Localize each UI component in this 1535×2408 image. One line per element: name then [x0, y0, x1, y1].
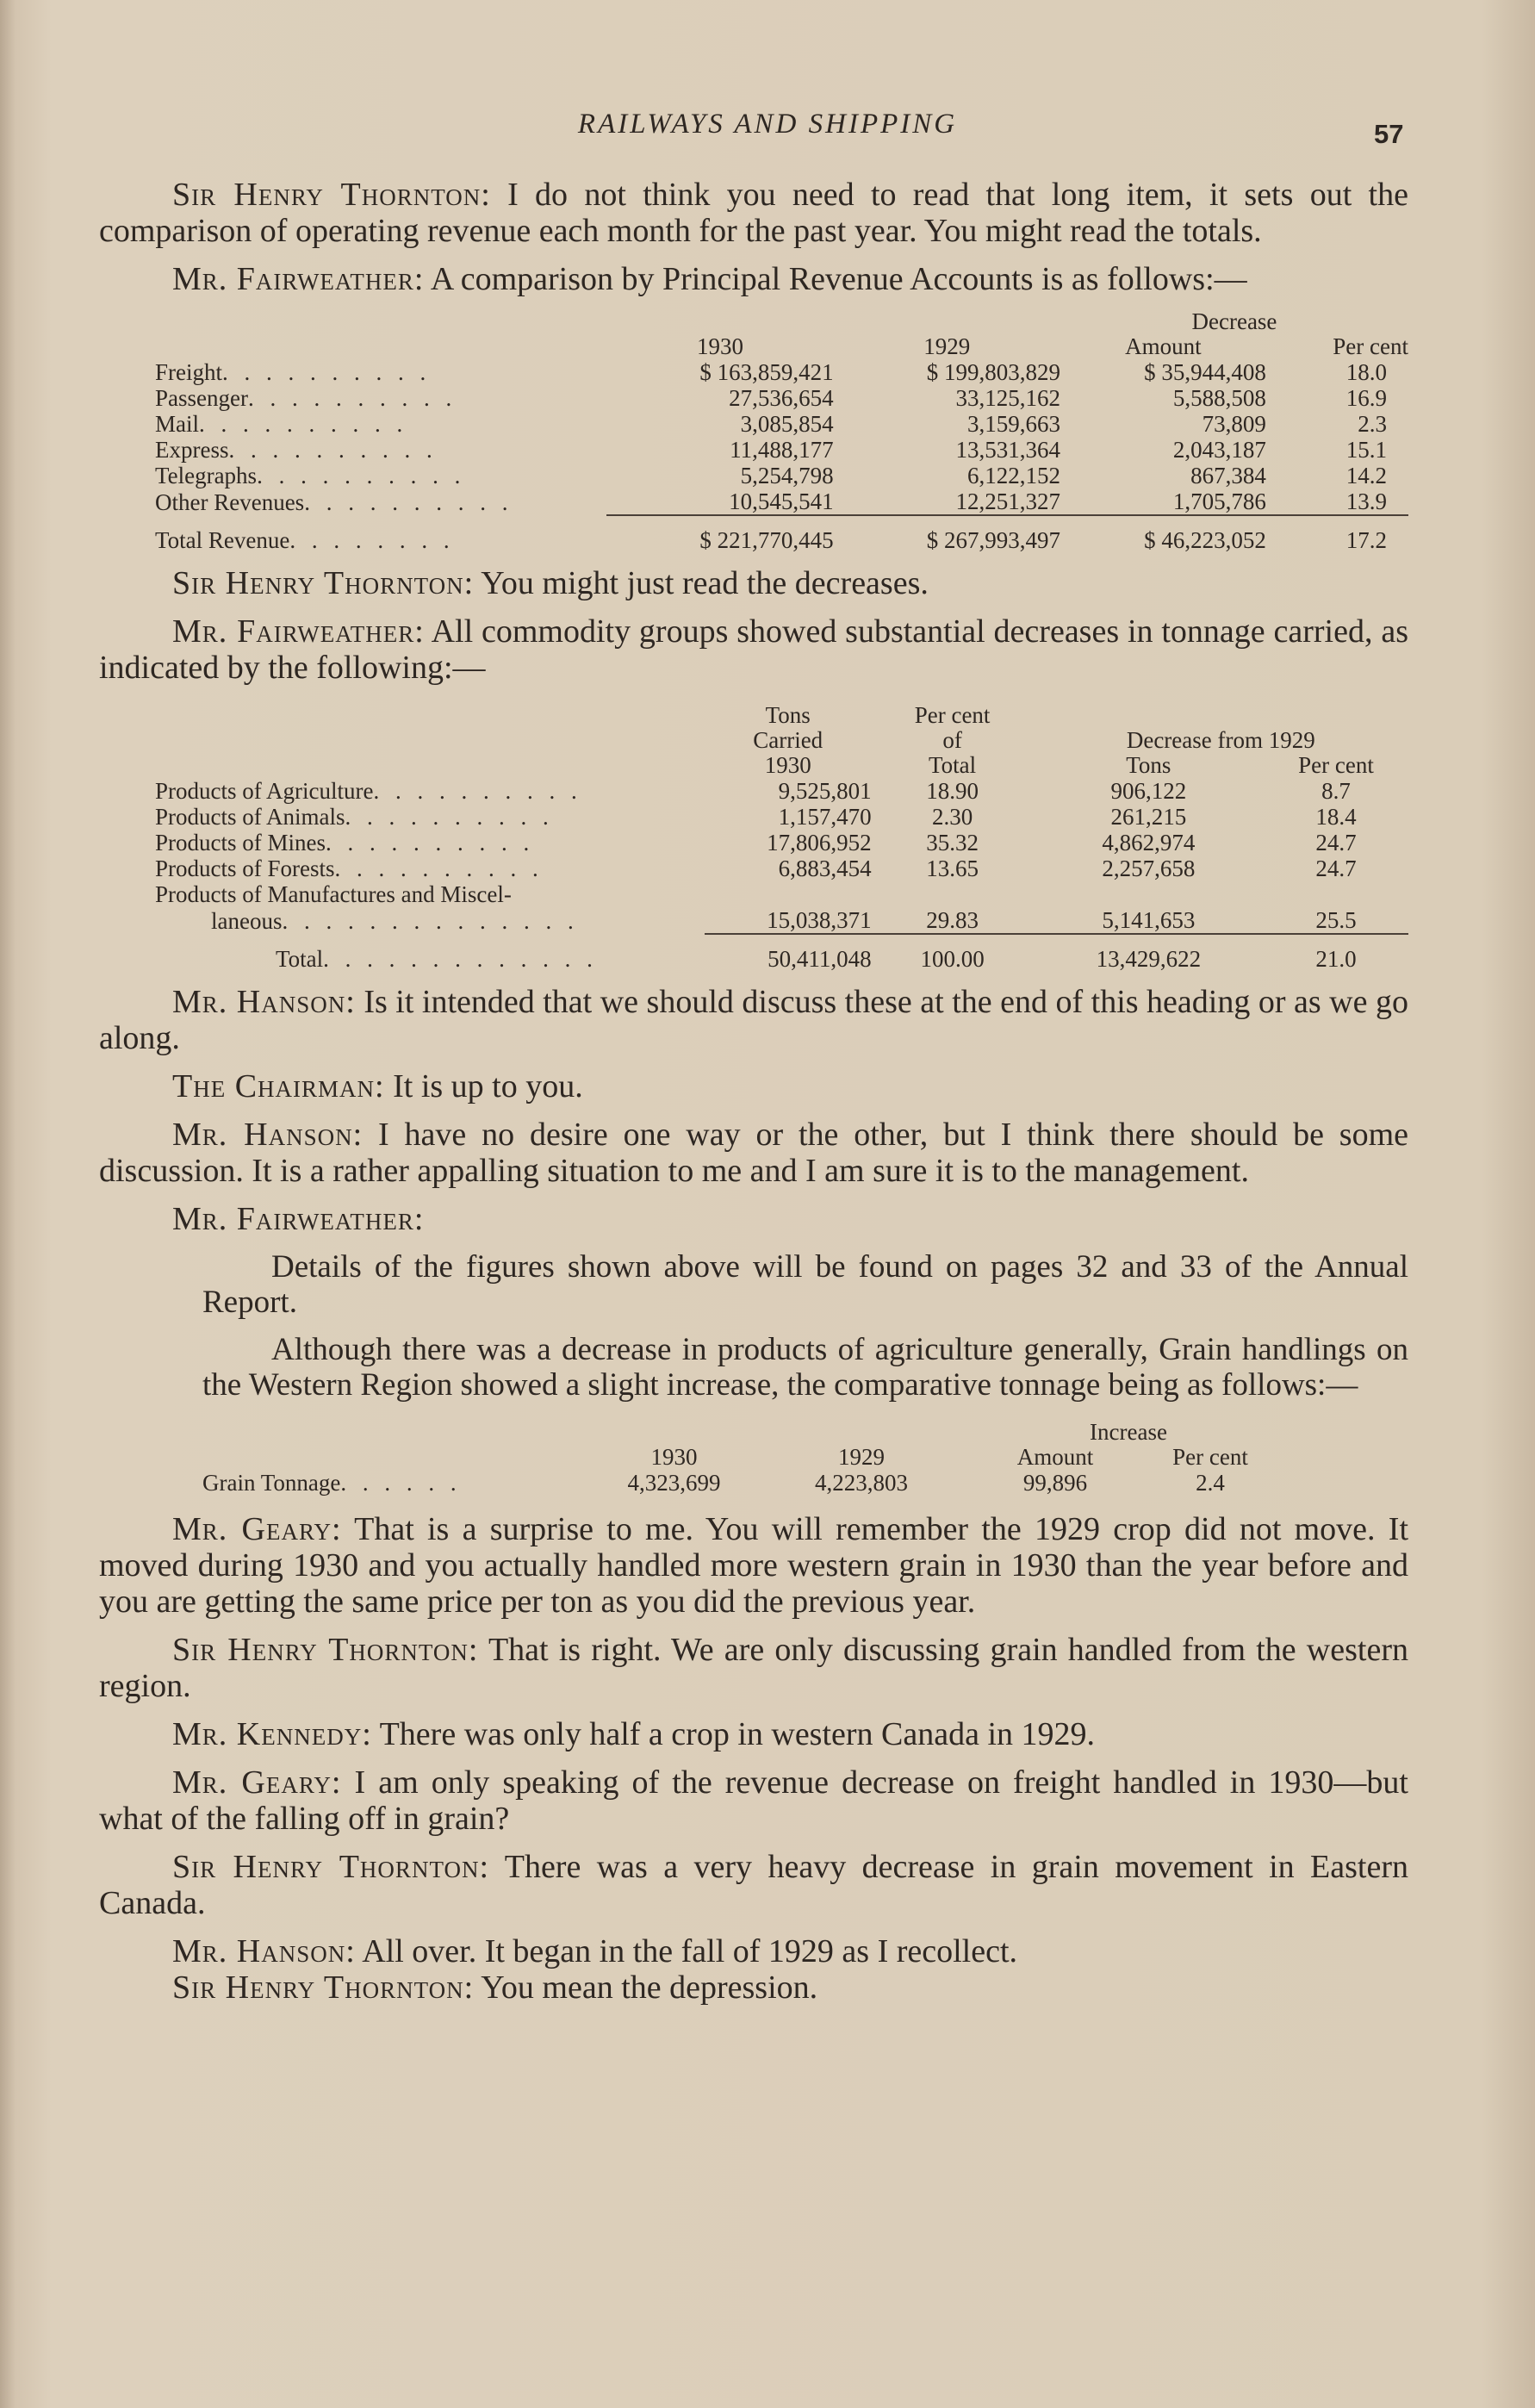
header-amount: Amount: [1016, 1444, 1094, 1470]
speech: You might just read the decreases.: [474, 565, 929, 601]
cell-amount: 99,896: [1022, 1470, 1088, 1496]
speech: I have no desire one way or the other, but I think there should be some discussion. It is a rather appalling situation to me and I am sure it is to the management.: [99, 1117, 1409, 1189]
cell-amount: 867,384: [1190, 463, 1266, 488]
cell-1930: 10,545,541: [729, 488, 834, 514]
table-row: Products of Forests. . . . . . . . . . 6,883,454 13.65 2,257,658 24.7: [155, 856, 1408, 881]
cell-dec-tons: 4,862,974: [1102, 830, 1196, 856]
cell-dec-tons: 5,141,653: [1102, 907, 1196, 933]
row-label: laneous: [211, 908, 283, 934]
row-label: Grain Tonnage: [202, 1470, 341, 1496]
speaker: Mr. Fairweather:: [172, 613, 425, 650]
speech: There was only half a crop in western Canada in 1929.: [371, 1716, 1096, 1752]
header-pct-total-1: Per cent: [914, 702, 991, 728]
row-label: Products of Manufactures and Miscel-: [155, 881, 512, 907]
header-1929: 1929: [923, 333, 971, 359]
speech: It is up to you.: [384, 1068, 583, 1104]
paragraph-2: [99, 261, 1408, 297]
speaker: Mr. Kennedy:: [172, 1716, 372, 1752]
row-label: Mail: [155, 411, 199, 437]
speech: Is it intended that we should discuss these at the end of this heading or as we go along.: [99, 984, 1408, 1056]
paragraph-11: [99, 1716, 1408, 1752]
paragraph-1: [99, 177, 1408, 249]
cell-1929: 4,223,803: [815, 1470, 908, 1496]
paragraph-15: [99, 1969, 1408, 2006]
cell-1929: 33,125,162: [955, 385, 1060, 411]
speaker: Mr. Geary:: [172, 1511, 342, 1547]
cell-dec-pct: 25.5: [1315, 907, 1357, 933]
cell-1929: $ 199,803,829: [926, 359, 1060, 385]
cell-dec-pct: 24.7: [1315, 856, 1357, 881]
paragraph-12: [99, 1764, 1408, 1837]
cell-percent: 14.2: [1345, 463, 1387, 488]
table-row: [155, 881, 1408, 907]
paragraph-8: [99, 1201, 1408, 1237]
header-percent: Per cent: [1298, 752, 1374, 778]
paragraph-9: [99, 1511, 1408, 1620]
paragraph-5: [99, 984, 1408, 1056]
cell-1930: 5,254,798: [740, 463, 834, 488]
row-label: Other Revenues: [155, 489, 305, 515]
row-label: Telegraphs: [155, 463, 258, 488]
header-tons-carried-1: Tons: [765, 702, 811, 728]
speaker: Sir Henry Thornton:: [172, 1969, 475, 2006]
speech: All commodity groups showed substantial decreases in tonnage carried, as indicated by the following:—: [99, 613, 1408, 686]
table-row: Other Revenues. . . . . . . . . . 10,545,541 12,251,327 1,705,786 13.9: [155, 488, 1408, 515]
cell-tons: 17,806,952: [767, 830, 872, 856]
total-row: Total. . . . . . . . . . . . . 50,411,048 100.00 13,429,622 21.0: [155, 946, 1408, 972]
speaker: Mr. Hanson:: [172, 1933, 356, 1969]
speech: All over. It began in the fall of 1929 as I recollect.: [355, 1933, 1018, 1969]
speaker: Sir Henry Thornton:: [172, 1632, 479, 1668]
paragraph-13: [99, 1849, 1408, 1921]
table-row: Express. . . . . . . . . . 11,488,177 13,531,364 2,043,187 15.1: [155, 437, 1408, 463]
paragraph-3: [99, 565, 1408, 601]
paragraph-10: [99, 1632, 1408, 1704]
header-tons-carried-2: Carried: [753, 727, 823, 753]
cell-percent: 2.4: [1196, 1470, 1225, 1496]
total-amount: $ 46,223,052: [1144, 527, 1266, 553]
speaker: Mr. Fairweather:: [172, 261, 425, 297]
cell-dec-pct: 8.7: [1321, 778, 1351, 804]
total-dec-pct: 21.0: [1315, 946, 1357, 972]
total-percent: 17.2: [1345, 527, 1387, 553]
cell-amount: 73,809: [1202, 411, 1266, 437]
total-1930: $ 221,770,445: [699, 527, 834, 553]
cell-1929: 3,159,663: [966, 411, 1060, 437]
header-1930: 1930: [650, 1444, 698, 1470]
table-row: Mail. . . . . . . . . . 3,085,854 3,159,663 73,809 2.3: [155, 411, 1408, 437]
cell-tons: 1,157,470: [778, 804, 872, 830]
total-tons: 50,411,048: [768, 946, 872, 972]
cell-1930: 3,085,854: [740, 411, 834, 437]
speech: You mean the depression.: [474, 1969, 818, 2006]
cell-dec-tons: 2,257,658: [1102, 856, 1196, 881]
cell-tons: 6,883,454: [778, 856, 872, 881]
speaker: Sir Henry Thornton:: [172, 1849, 489, 1885]
row-label: Total: [276, 946, 324, 972]
table-row: laneous. . . . . . . . . . . . . . 15,038,371 29.83 5,141,653 25.5: [155, 907, 1408, 934]
speech: A comparison by Principal Revenue Accounts is as follows:—: [424, 261, 1247, 297]
header-decrease: Decrease: [1191, 308, 1277, 334]
cell-pct: 13.65: [926, 856, 979, 881]
table-row: Products of Animals. . . . . . . . . . 1,157,470 2.30 261,215 18.4: [155, 804, 1408, 830]
total-1929: $ 267,993,497: [926, 527, 1060, 553]
header-tons: Tons: [1126, 752, 1171, 778]
paragraph-7: [99, 1117, 1408, 1189]
speaker: Mr. Fairweather:: [172, 1201, 425, 1237]
cell-dec-tons: 261,215: [1110, 804, 1187, 830]
speech: I do not think you need to read that long item, it sets out the comparison of operating revenue each month for the past year. You might read the totals.: [99, 177, 1408, 249]
total-row: Total Revenue. . . . . . . . $ 221,770,445 $ 267,993,497 $ 46,223,052 17.2: [155, 527, 1408, 553]
table-row: Freight. . . . . . . . . . $ 163,859,421 $ 199,803,829 $ 35,944,408 18.0: [155, 359, 1408, 385]
cell-percent: 13.9: [1345, 488, 1387, 514]
row-label: Express: [155, 437, 229, 463]
quoted-paragraph-1: Details of the figures shown above will be found on pages 32 and 33 of the Annual Report.: [202, 1249, 1408, 1320]
cell-amount: 1,705,786: [1172, 488, 1266, 514]
grain-table: [202, 1420, 1283, 1496]
speaker: Mr. Geary:: [172, 1764, 342, 1801]
table-row: Passenger. . . . . . . . . . 27,536,654 33,125,162 5,588,508 16.9: [155, 385, 1408, 411]
cell-pct: 18.90: [926, 778, 979, 804]
cell-percent: 2.3: [1358, 411, 1387, 437]
cell-tons: 15,038,371: [767, 907, 872, 933]
cell-dec-pct: 18.4: [1315, 804, 1357, 830]
cell-1929: 6,122,152: [966, 463, 1060, 488]
cell-tons: 9,525,801: [778, 778, 872, 804]
table-row: Grain Tonnage. . . . . . 4,323,699 4,223,803 99,896 2.4: [202, 1470, 1283, 1496]
header-pct-total-2: of: [942, 727, 962, 753]
header-tons-carried-3: 1930: [764, 752, 811, 778]
cell-percent: 16.9: [1345, 385, 1387, 411]
cell-1930: 27,536,654: [729, 385, 834, 411]
revenue-table: [155, 309, 1408, 553]
row-label: Freight: [155, 359, 222, 385]
paragraph-6: [99, 1068, 1408, 1104]
cell-percent: 18.0: [1345, 359, 1387, 385]
page-number: 57: [1374, 119, 1404, 149]
speech: There was a very heavy decrease in grain movement in Eastern Canada.: [99, 1849, 1408, 1921]
paragraph-4: [99, 613, 1408, 686]
cell-amount: 5,588,508: [1172, 385, 1266, 411]
speaker: The Chairman:: [172, 1068, 385, 1104]
cell-1930: $ 163,859,421: [699, 359, 834, 385]
row-label: Passenger: [155, 385, 248, 411]
paragraph-14: [99, 1933, 1408, 1969]
cell-pct: 29.83: [926, 907, 979, 933]
cell-amount: $ 35,944,408: [1144, 359, 1266, 385]
speech: That is right. We are only discussing grain handled from the western region.: [99, 1632, 1408, 1704]
cell-dec-pct: 24.7: [1315, 830, 1357, 856]
header-percent: Per cent: [1333, 333, 1408, 359]
table-row: Products of Mines. . . . . . . . . . 17,806,952 35.32 4,862,974 24.7: [155, 830, 1408, 856]
running-head: RAILWAYS AND SHIPPING: [577, 109, 958, 140]
speaker: Sir Henry Thornton:: [172, 177, 491, 213]
quoted-paragraph-2: Although there was a decrease in products of agriculture generally, Grain handlings on the Western Region showed a slight increase, the comparative tonnage being as follows:—: [202, 1332, 1408, 1403]
cell-1930: 11,488,177: [730, 437, 834, 463]
total-dec-tons: 13,429,622: [1096, 946, 1202, 972]
speaker: Sir Henry Thornton:: [172, 565, 475, 601]
header-decrease-from: Decrease from 1929: [1126, 727, 1315, 753]
row-label: Products of Forests: [155, 856, 335, 881]
tonnage-table: [155, 703, 1408, 972]
speech: I am only speaking of the revenue decrease on freight handled in 1930—but what of the falling off in grain?: [99, 1764, 1408, 1837]
row-label: Products of Animals: [155, 804, 345, 830]
header-pct-total-3: Total: [929, 752, 977, 778]
cell-pct: 35.32: [926, 830, 979, 856]
total-pct: 100.00: [920, 946, 985, 972]
speaker: Mr. Hanson:: [172, 1117, 364, 1153]
header-increase: Increase: [1090, 1419, 1167, 1445]
header-amount: Amount: [1125, 333, 1202, 359]
header-1930: 1930: [696, 333, 743, 359]
cell-percent: 15.1: [1345, 437, 1387, 463]
cell-dec-tons: 906,122: [1110, 778, 1187, 804]
speech: That is a surprise to me. You will remember the 1929 crop did not move. It moved during 1930 and you actually handled more western grain in 1930 than the year before and you are getting the same price per ton as you did the previous year.: [99, 1511, 1409, 1620]
cell-amount: 2,043,187: [1172, 437, 1266, 463]
row-label: Products of Agriculture: [155, 778, 374, 804]
header-1929: 1929: [838, 1444, 885, 1470]
cell-pct: 2.30: [931, 804, 973, 830]
speaker: Mr. Hanson:: [172, 984, 356, 1020]
table-row: Telegraphs. . . . . . . . . . 5,254,798 6,122,152 867,384 14.2: [155, 463, 1408, 488]
row-label: Total Revenue: [155, 527, 290, 553]
cell-1929: 13,531,364: [955, 437, 1060, 463]
cell-1930: 4,323,699: [627, 1470, 721, 1496]
row-label: Products of Mines: [155, 830, 326, 856]
page-body: [99, 177, 1408, 2006]
cell-1929: 12,251,327: [955, 488, 1060, 514]
header-percent: Per cent: [1172, 1444, 1248, 1470]
table-row: Products of Agriculture. . . . . . . . . . 9,525,801 18.90 906,122 8.7: [155, 778, 1408, 804]
